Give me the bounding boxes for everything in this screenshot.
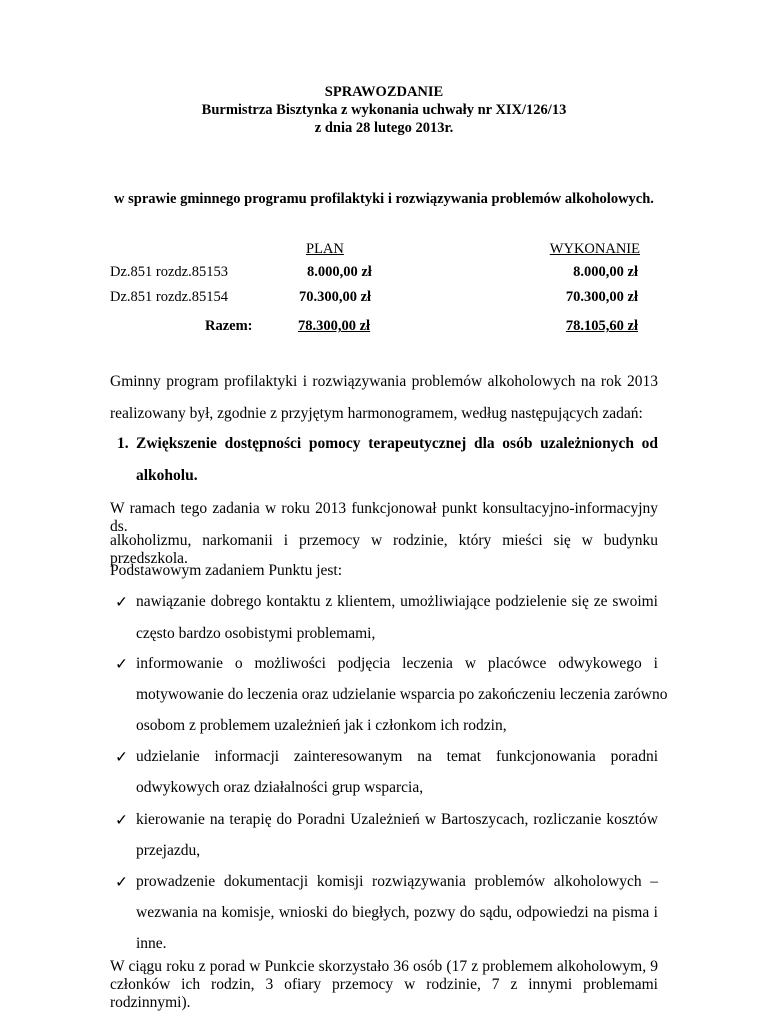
paragraph-line: alkoholizmu, narkomanii i przemocy w rodzinie, który mieści się w budynku przedszkola. xyxy=(110,532,658,567)
bullet-text: odwykowych oraz działalności grup wsparcia, xyxy=(136,779,424,796)
budget-row-execution: 70.300,00 zł xyxy=(565,289,638,305)
bullet-text: nawiązanie dobrego kontaktu z klientem, umożliwiające podzielenie się ze swoimi xyxy=(136,593,658,610)
document-subtitle: Burmistrza Bisztynka z wykonania uchwały nr XIX/126/13 xyxy=(201,102,567,118)
budget-row-label: Dz.851 rozdz.85153 xyxy=(110,264,228,280)
paragraph-line: W ramach tego zadania w roku 2013 funkcjonował punkt konsultacyjno-informacyjny ds. xyxy=(110,500,658,535)
total-plan: 78.300,00 zł xyxy=(298,318,371,334)
bullet-text: przejazdu, xyxy=(136,842,201,859)
check-mark-icon: ✓ xyxy=(115,749,128,766)
task-number: 1. xyxy=(117,435,129,452)
budget-row-plan: 70.300,00 zł xyxy=(299,289,372,305)
budget-row-label: Dz.851 rozdz.85154 xyxy=(110,289,228,305)
bullet-text: prowadzenie dokumentacji komisji rozwiązywania problemów alkoholowych – xyxy=(136,873,658,890)
bullet-text: udzielanie informacji zainteresowanym na temat funkcjonowania poradni xyxy=(136,748,658,765)
paragraph-line: W ciągu roku z porad w Punkcie skorzystało 36 osób (17 z problemem alkoholowym, 9 xyxy=(110,958,658,975)
budget-row-execution: 8.000,00 zł xyxy=(573,264,638,280)
check-mark-icon: ✓ xyxy=(115,874,128,891)
execution-header: WYKONANIE xyxy=(549,241,640,257)
bullet-text: kierowanie na terapię do Poradni Uzależnień w Bartoszycach, rozliczanie kosztów xyxy=(136,811,658,828)
bullet-text: osobom z problemem uzależnień jak i członkom ich rodzin, xyxy=(136,717,507,734)
bullet-text: wezwania na komisje, wnioski do biegłych, pozwy do sądu, odpowiedzi na pisma i xyxy=(136,904,658,921)
task-heading: alkoholu. xyxy=(136,467,198,484)
bullet-text: często bardzo osobistymi problemami, xyxy=(136,625,376,642)
paragraph-line: członków ich rodzin, 3 ofiary przemocy w rodzinie, 7 z innymi problemami rodzinnymi). xyxy=(110,976,658,1011)
intro-line: realizowany był, zgodnie z przyjętym harmonogramem, według następujących zadań: xyxy=(110,405,643,422)
check-mark-icon: ✓ xyxy=(115,812,128,829)
intro-line: Gminny program profilaktyki i rozwiązywania problemów alkoholowych na rok 2013 xyxy=(110,373,658,390)
document-subject: w sprawie gminnego programu profilaktyki i rozwiązywania problemów alkoholowych. xyxy=(114,191,654,207)
bullet-text: motywowanie do leczenia oraz udzielanie wsparcia po zakończeniu leczenia zarówno xyxy=(136,686,668,703)
budget-row-plan: 8.000,00 zł xyxy=(307,264,372,280)
document-date: z dnia 28 lutego 2013r. xyxy=(314,120,454,136)
paragraph-line: Podstawowym zadaniem Punktu jest: xyxy=(110,562,343,579)
total-label: Razem: xyxy=(205,318,253,334)
check-mark-icon: ✓ xyxy=(115,594,128,611)
plan-header: PLAN xyxy=(306,241,344,257)
bullet-text: informowanie o możliwości podjęcia leczenia w placówce odwykowego i xyxy=(136,655,658,672)
bullet-text: inne. xyxy=(136,935,167,952)
total-execution: 78.105,60 zł xyxy=(565,318,638,334)
check-mark-icon: ✓ xyxy=(115,656,128,673)
document-title: SPRAWOZDANIE xyxy=(324,84,444,100)
task-heading: Zwiększenie dostępności pomocy terapeutycznej dla osób uzależnionych od xyxy=(136,435,658,452)
